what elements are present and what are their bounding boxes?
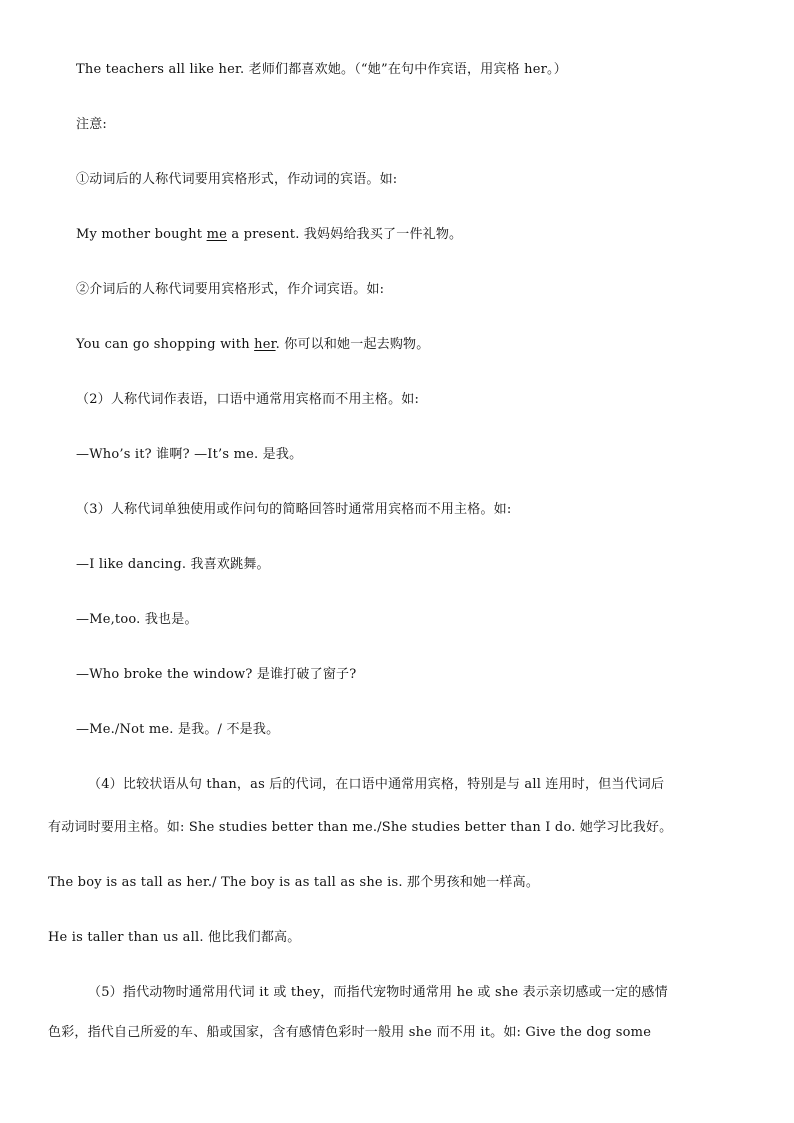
text-line-note: 注意: xyxy=(76,117,107,132)
text-line-dialog-3: —Me,too. 我也是。 xyxy=(76,612,198,627)
example-1-underlined: me xyxy=(206,227,227,242)
text-line-dialog-2: —I like dancing. 我喜欢跳舞。 xyxy=(76,557,270,572)
example-2-prefix: You can go shopping with xyxy=(76,337,255,352)
text-line-section-3: （3）人称代词单独使用或作问句的简略回答时通常用宾格而不用主格。如: xyxy=(76,502,512,517)
text-line-dialog-5: —Me./Not me. 是我。/ 不是我。 xyxy=(76,722,280,737)
text-line-1: The teachers all like her. 老师们都喜欢她。（“她”在句中作宾语，用宾格 her。） xyxy=(76,62,567,77)
text-line-section-5-cont: 色彩，指代自己所爱的车、船或国家，含有感情色彩时一般用 she 而不用 it。如: Give the dog some xyxy=(48,1025,652,1040)
text-line-example-1 xyxy=(76,225,462,245)
text-line-example-2 xyxy=(76,335,429,355)
text-line-rule-2: ②介词后的人称代词要用宾格形式，作介词宾语。如: xyxy=(76,282,385,297)
text-line-rule-1: ①动词后的人称代词要用宾格形式，作动词的宾语。如: xyxy=(76,172,398,187)
text-line-example-4: He is taller than us all. 他比我们都高。 xyxy=(48,930,301,945)
text-line-section-5: （5）指代动物时通常用代词 it 或 they，而指代宠物时通常用 he 或 she 表示亲切感或一定的感情 xyxy=(88,985,668,1000)
example-2-suffix: . 你可以和她一起去购物。 xyxy=(275,337,430,352)
text-line-section-4-cont: 有动词时要用主格。如: She studies better than me./She studies better than I do. 她学习比我好。 xyxy=(48,820,673,835)
text-line-dialog-1: —Who’s it? 谁啊? —It’s me. 是我。 xyxy=(76,447,303,462)
text-line-section-4: （4）比较状语从句 than，as 后的代词，在口语中通常用宾格，特别是与 all 连用时，但当代词后 xyxy=(88,777,665,792)
text-line-dialog-4: —Who broke the window? 是谁打破了窗子? xyxy=(76,667,357,682)
example-1-suffix: a present. 我妈妈给我买了一件礼物。 xyxy=(226,227,463,242)
text-line-example-3: The boy is as tall as her./ The boy is as tall as she is. 那个男孩和她一样高。 xyxy=(48,875,540,890)
example-2-underlined: her xyxy=(254,337,276,352)
example-1-prefix: My mother bought xyxy=(76,227,207,242)
text-line-section-2: （2）人称代词作表语，口语中通常用宾格而不用主格。如: xyxy=(76,392,420,407)
